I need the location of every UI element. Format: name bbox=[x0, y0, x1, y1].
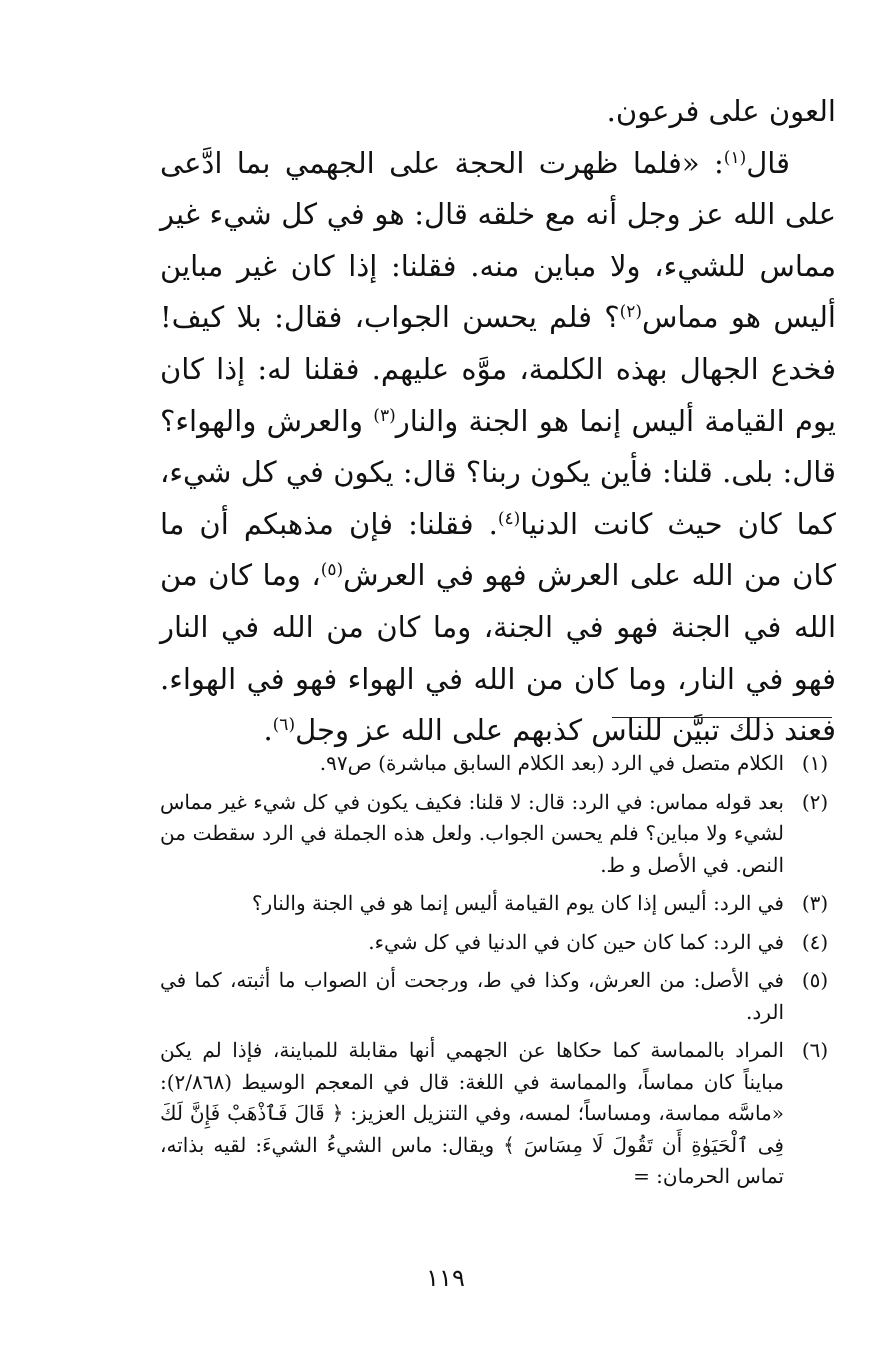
text-segment: ؟ فلم يحسن الجواب، فقال: بلا كيف! فخدع الجهال بهذه الكلمة، موَّه عليهم. فقلنا له: إذا كان يوم القيامة أليس إنما هو الجنة والنار bbox=[160, 300, 836, 438]
footnote-4 bbox=[160, 927, 840, 959]
text-segment: والعرش والهواء؟ قال: بلى. قلنا: فأين يكون ربنا؟ قال: يكون في كل شيء، كما كان حيث كانت الدنيا bbox=[160, 403, 836, 541]
footnote-6 bbox=[160, 1035, 840, 1193]
footnote-2 bbox=[160, 787, 840, 882]
text-segment: . فقلنا: فإن مذهبكم أن ما كان من الله على العرش فهو في العرش bbox=[160, 506, 837, 593]
footnote-1 bbox=[160, 748, 840, 780]
paragraph-2 bbox=[160, 138, 836, 757]
footnote-number: (٦) bbox=[801, 1038, 829, 1062]
paragraph-1: العون على فرعون. bbox=[606, 94, 836, 128]
footnote-text: المراد بالمماسة كما حكاها عن الجهمي أنها مقابلة للمباينة، فإذا لم يكن مبايناً كان مماساً، والمماسة في اللغة: قال في المعجم الوسيط (٢/٨٦٨): «ماسَّه مماسة، ومساساً؛ لمسه، وفي التنزيل العزيز: ﴿ قَالَ فَٱذْهَبْ فَإِنَّ لَكَ فِى ٱلْحَيَوٰةِ أَن تَقُولَ لَا مِسَاسَ ﴾ ويقال: ماس الشيءُ الشيءَ: لقيه بذاته، تماس الحرمان: = bbox=[160, 1038, 784, 1188]
footnote-number: (٥) bbox=[801, 968, 829, 992]
footnote-5 bbox=[160, 965, 840, 1028]
footnote-separator bbox=[612, 717, 832, 718]
footnote-text: الكلام متصل في الرد (بعد الكلام السابق مباشرة) ص٩٧. bbox=[319, 751, 784, 775]
text-segment: ، وما كان من الله في الجنة فهو في الجنة، وما كان من الله في النار فهو في النار، وما كان من الله في الهواء فهو في الهواء. فعند ذلك تبيَّن للناس كذبهم على الله عز وجل bbox=[160, 558, 836, 748]
text-segment: : «فلما ظهرت الحجة على الجهمي بما ادَّعى على الله عز وجل أنه مع خلقه قال: هو في كل شيء غير مماس للشيء، ولا مباين منه. فقلنا: إذا كان غير مباين أليس هو مماس bbox=[160, 145, 836, 335]
footnote-3 bbox=[160, 888, 840, 920]
footnote-number: (١) bbox=[801, 751, 829, 775]
footnote-ref-2[interactable]: (٢) bbox=[619, 302, 643, 323]
footnote-text: بعد قوله مماس: في الرد: قال: لا قلنا: فكيف يكون في كل شيء غير مماس لشيء ولا مباين؟ فلم يحسن الجواب. ولعل هذه الجملة في الرد سقطت من النص. في الأصل و ط. bbox=[160, 789, 784, 877]
footnote-ref-3[interactable]: (٣) bbox=[373, 405, 396, 426]
footnote-ref-6[interactable]: (٦) bbox=[272, 715, 296, 736]
footnote-ref-5[interactable]: (٥) bbox=[320, 560, 344, 581]
footnote-number: (٤) bbox=[801, 929, 829, 954]
footnote-ref-4[interactable]: (٤) bbox=[497, 508, 521, 529]
main-text bbox=[160, 86, 836, 757]
text-segment: قال bbox=[746, 145, 790, 180]
footnote-number: (٢) bbox=[801, 789, 829, 814]
footnote-text: في الأصل: من العرش، وكذا في ط، ورجحت أن الصواب ما أثبته، كما في الرد. bbox=[160, 968, 784, 1024]
page-number: ١١٩ bbox=[426, 1264, 465, 1292]
footnote-text: في الرد: أليس إذا كان يوم القيامة أليس إنما هو في الجنة والنار؟ bbox=[251, 891, 784, 915]
footnote-text: في الرد: كما كان حين كان في الدنيا في كل شيء. bbox=[368, 929, 784, 954]
footnote-number: (٣) bbox=[801, 891, 829, 915]
footnotes bbox=[160, 748, 840, 1200]
footnote-ref-1[interactable]: (١) bbox=[723, 147, 747, 168]
text-segment: . bbox=[263, 713, 273, 748]
